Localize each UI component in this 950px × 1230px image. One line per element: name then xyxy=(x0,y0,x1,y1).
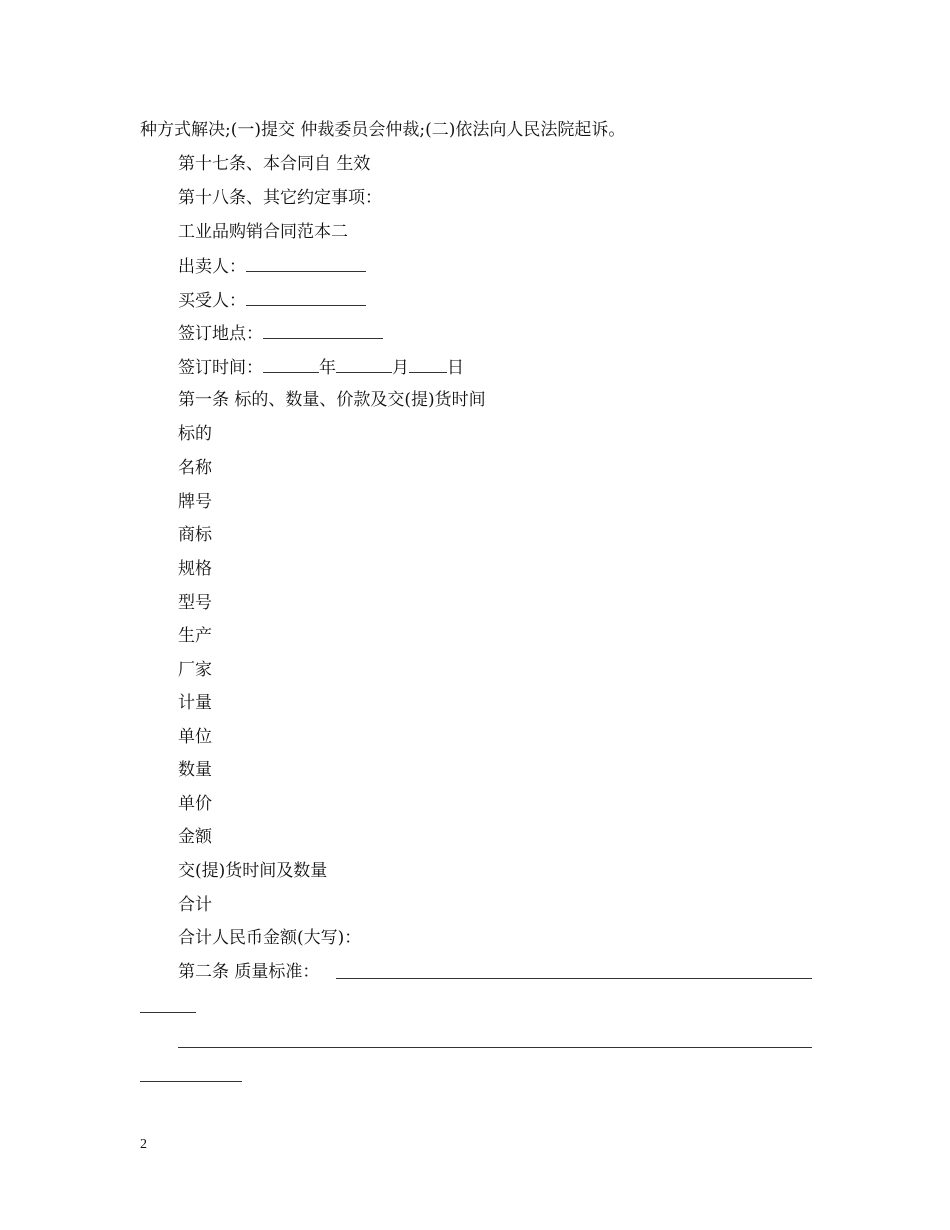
article-1-heading: 第一条 标的、数量、价款及交(提)货时间 xyxy=(178,390,486,410)
day-label: 日 xyxy=(447,358,464,378)
item-measure: 计量 xyxy=(178,693,212,713)
quality-standard-blank-cont xyxy=(140,1012,196,1013)
item-brand-no: 牌号 xyxy=(178,492,212,512)
quality-standard-blank xyxy=(336,978,812,979)
buyer-blank xyxy=(246,290,366,306)
page-number: 2 xyxy=(140,1137,147,1152)
item-total: 合计 xyxy=(178,895,212,915)
signing-place-blank xyxy=(263,323,383,339)
item-manufacturer: 厂家 xyxy=(178,660,212,680)
item-unit-price: 单价 xyxy=(178,794,212,814)
item-quantity: 数量 xyxy=(178,760,212,780)
item-model: 型号 xyxy=(178,593,212,613)
article-2-heading: 第二条 质量标准： xyxy=(178,962,320,982)
month-label: 月 xyxy=(392,358,409,378)
day-blank xyxy=(409,357,447,373)
blank-line-cont xyxy=(140,1081,242,1082)
item-spec: 规格 xyxy=(178,559,212,579)
item-unit: 单位 xyxy=(178,727,212,747)
signing-date-label: 签订时间： xyxy=(178,358,263,378)
blank-line xyxy=(178,1047,812,1048)
item-subject: 标的 xyxy=(178,424,212,444)
signing-date-line xyxy=(178,357,464,378)
contract-subtitle: 工业品购销合同范本二 xyxy=(178,222,348,242)
year-blank xyxy=(263,357,319,373)
seller-line xyxy=(178,256,366,277)
year-label: 年 xyxy=(319,358,336,378)
buyer-label: 买受人： xyxy=(178,291,246,311)
buyer-line xyxy=(178,290,366,311)
seller-blank xyxy=(246,256,366,272)
signing-place-line xyxy=(178,323,383,344)
item-amount: 金额 xyxy=(178,827,212,847)
item-name: 名称 xyxy=(178,458,212,478)
month-blank xyxy=(336,357,392,373)
item-trademark: 商标 xyxy=(178,525,212,545)
item-delivery-time: 交(提)货时间及数量 xyxy=(178,861,328,881)
signing-place-label: 签订地点： xyxy=(178,324,263,344)
article-17: 第十七条、本合同自 生效 xyxy=(178,154,371,174)
item-total-rmb: 合计人民币金额(大写)： xyxy=(178,928,362,948)
article-18: 第十八条、其它约定事项： xyxy=(178,188,382,208)
seller-label: 出卖人： xyxy=(178,257,246,277)
item-producer: 生产 xyxy=(178,626,212,646)
paragraph-dispute-resolution: 种方式解决;(一)提交 仲裁委员会仲裁;(二)依法向人民法院起诉。 xyxy=(140,120,626,140)
